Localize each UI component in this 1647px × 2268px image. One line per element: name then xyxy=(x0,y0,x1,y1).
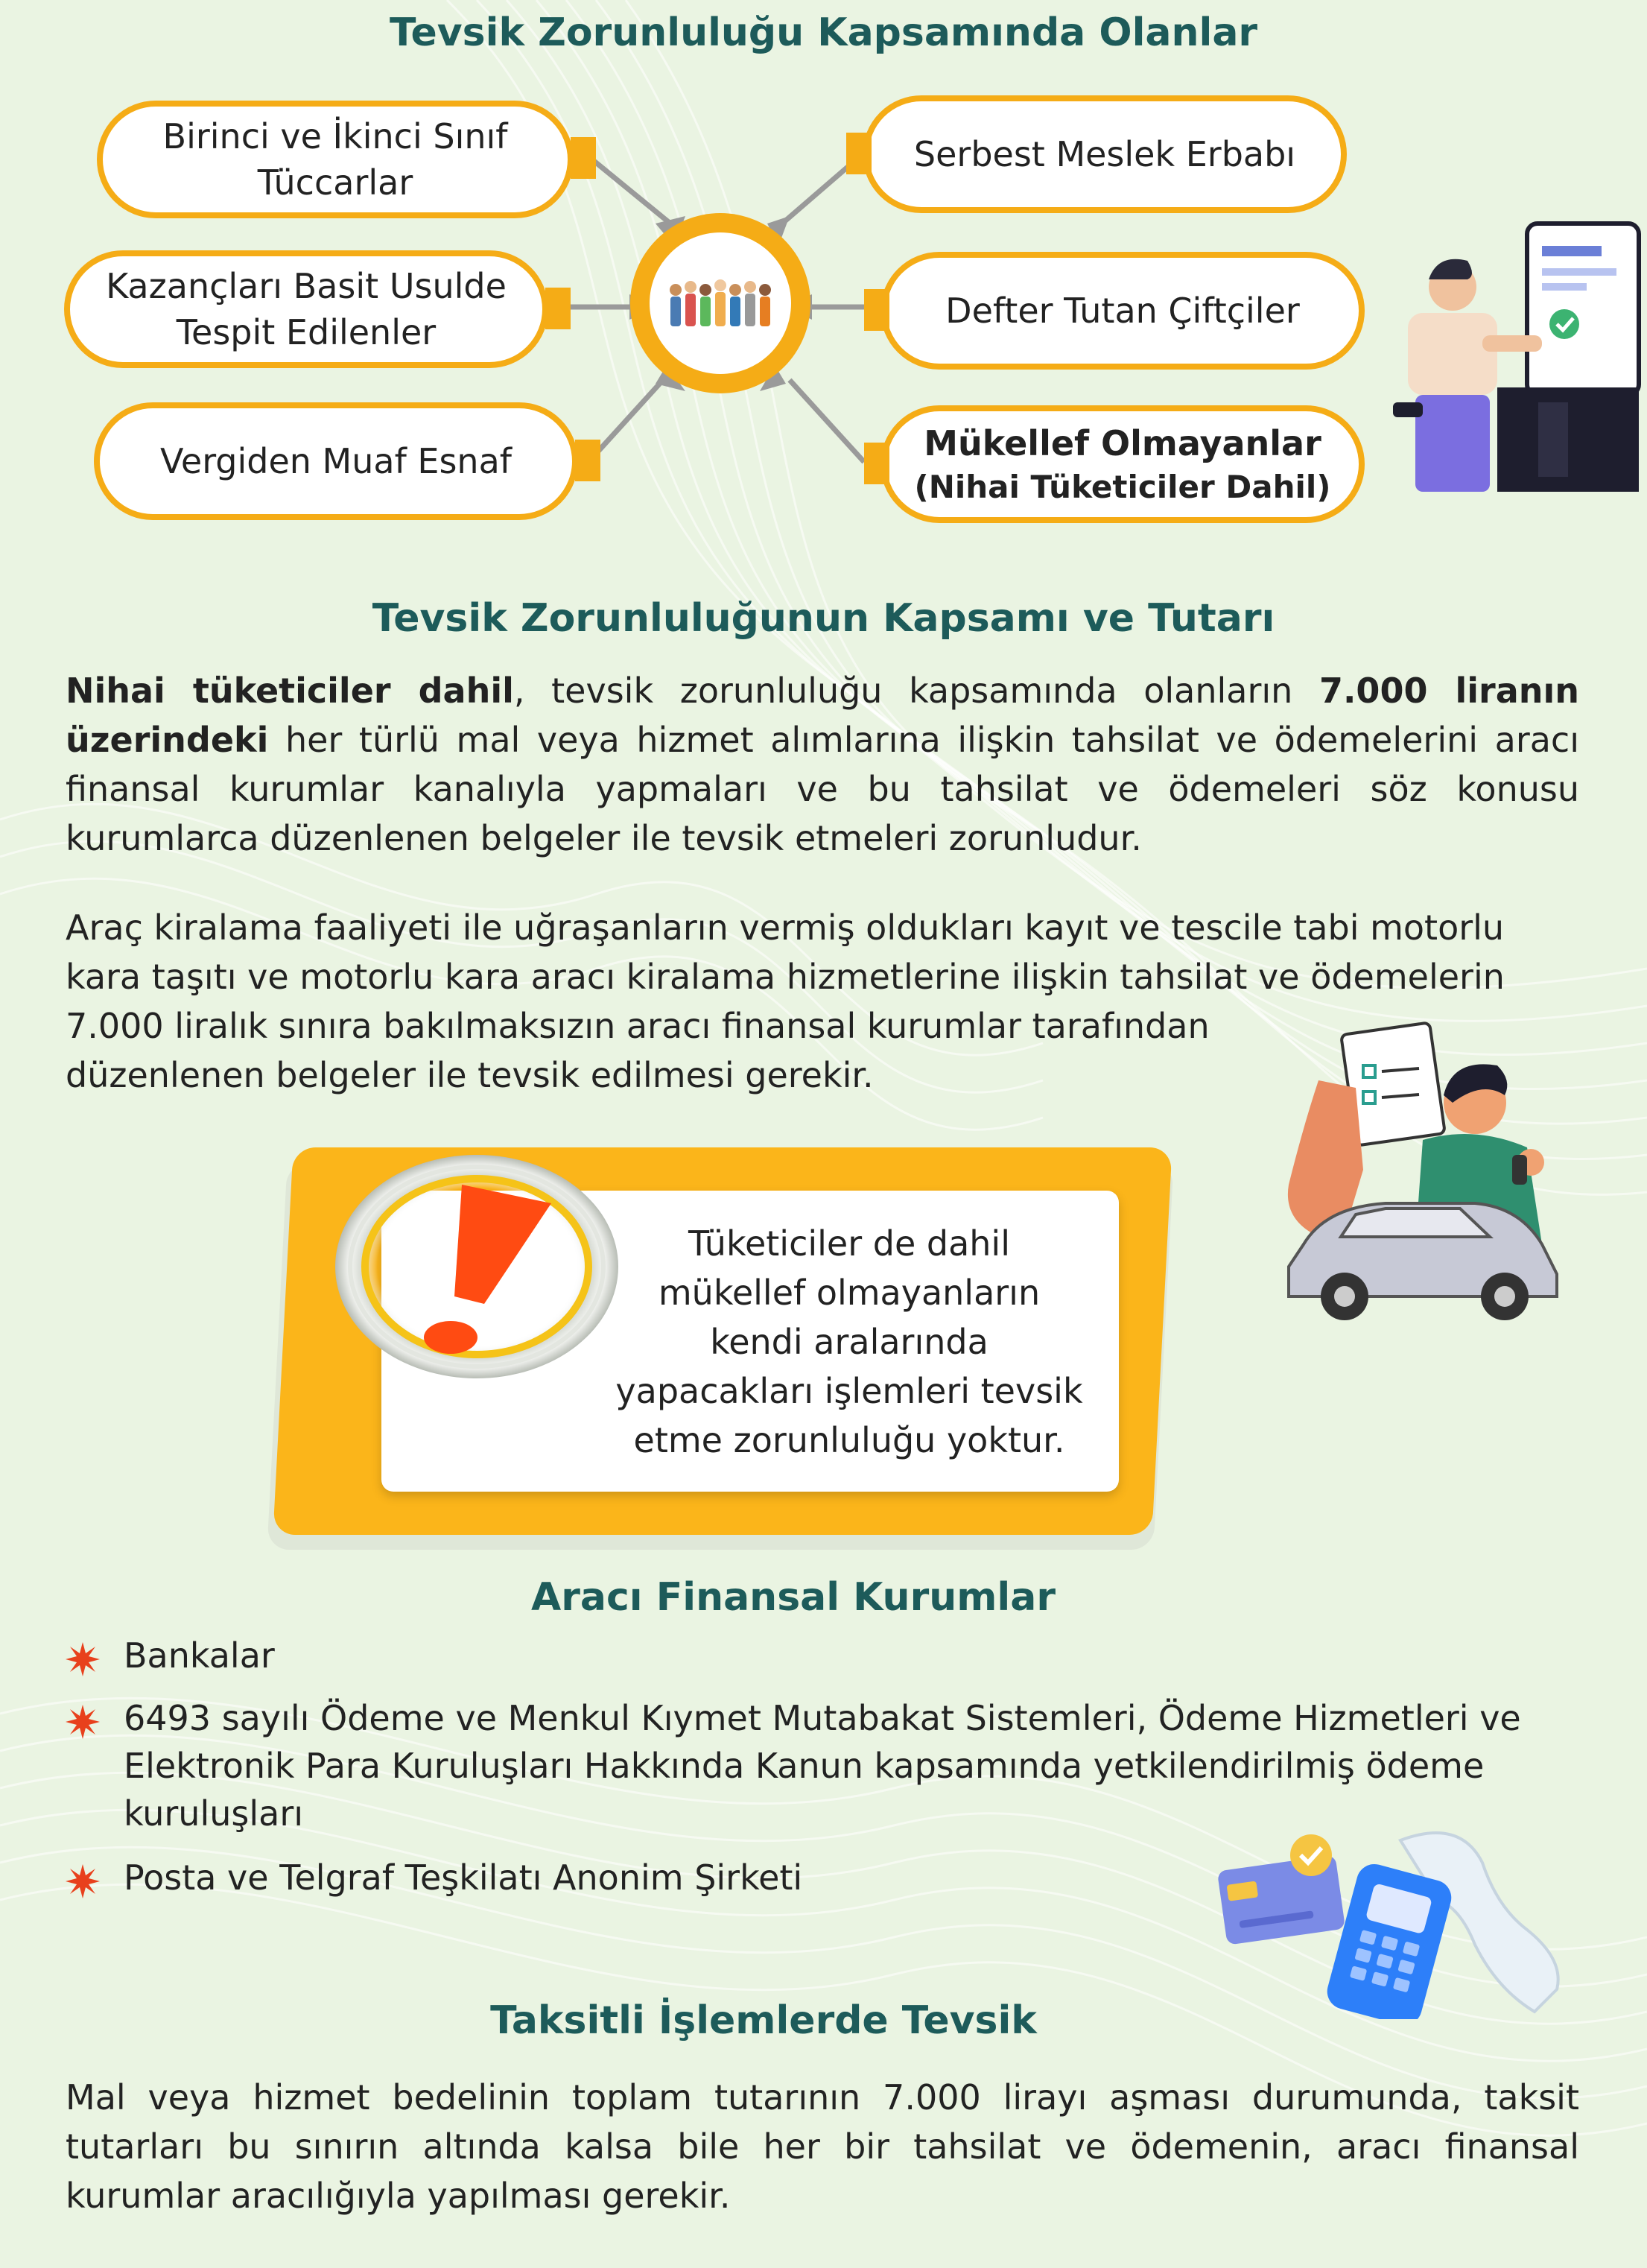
list-item xyxy=(66,1694,1540,1837)
scope-item-line: Defter Tutan Çiftçiler xyxy=(945,290,1300,331)
scope-item-line: Tüccarlar xyxy=(257,162,413,203)
connector-tab xyxy=(575,440,600,481)
list-item-text: Bankalar xyxy=(124,1635,275,1676)
scope-item-mukellef-olmayanlar xyxy=(880,405,1365,523)
paragraph-line: 7.000 liralık sınıra bakılmaksızın aracı finansal kurumlar tarafından xyxy=(66,1006,1210,1046)
connector-tab xyxy=(864,289,889,331)
center-hub xyxy=(630,213,810,393)
paragraph-line: Araç kiralama faaliyeti ile uğraşanların vermiş oldukları kayıt ve tescile tabi motorlu xyxy=(66,907,1505,948)
paragraph-bold-text: Nihai tüketiciler dahil xyxy=(66,671,514,711)
card-payment-terminal-illustration xyxy=(1214,1818,1587,2019)
starburst-icon xyxy=(66,1864,100,1898)
connector-tab xyxy=(571,137,596,179)
paragraph-line: kara taşıtı ve motorlu kara aracı kiralama hizmetlerine ilişkin tahsilat ve ödemelerin xyxy=(66,957,1505,997)
callout-line: Tüketiciler de dahil xyxy=(688,1223,1010,1264)
paragraph-bold-amount: 7.000 liranın üzerindeki xyxy=(66,671,1580,760)
paragraph-text: her türlü mal veya hizmet alımlarına ilişkin tahsilat ve ödemelerini aracı finansal kurumlar kanalıyla yapmaları ve bu tahsilat ve ödemeleri söz konusu kurumlarca düzenlenen belgeler ile tevsik etmeleri zorunludur. xyxy=(66,720,1579,858)
starburst-icon xyxy=(66,1705,100,1739)
people-group-icon xyxy=(664,273,776,333)
connector-tab xyxy=(545,288,571,329)
section-title-araci-kurumlar: Aracı Finansal Kurumlar xyxy=(531,1575,1056,1620)
scope-item-line: Serbest Meslek Erbabı xyxy=(913,133,1296,174)
section-title-taksitli: Taksitli İşlemlerde Tevsik xyxy=(490,1998,1037,2043)
scope-item-line: Birinci ve İkinci Sınıf xyxy=(162,115,508,156)
connector-tab xyxy=(846,133,872,174)
scope-item-line: Mükellef Olmayanlar xyxy=(924,422,1321,463)
scope-item-line: (Nihai Tüketiciler Dahil) xyxy=(914,468,1331,505)
car-rental-illustration xyxy=(1274,1021,1572,1334)
scope-item-line: Kazançları Basit Usulde xyxy=(106,265,507,306)
self-service-kiosk-illustration xyxy=(1393,216,1646,499)
paragraph-line: düzenlenen belgeler ile tevsik edilmesi gerekir. xyxy=(66,1055,874,1095)
scope-item-line: Tespit Edilenler xyxy=(176,312,437,352)
scope-item-serbest-meslek xyxy=(863,95,1347,213)
list-item-text: 6493 sayılı Ödeme ve Menkul Kıymet Mutabakat Sistemleri, Ödeme Hizmetleri ve Elektronik Para Kuruluşları Hakkında Kanun kapsamında yetkilendirilmiş ödeme kuruluşları xyxy=(124,1698,1521,1834)
paragraph-text: , tevsik zorunluluğu kapsamında olanların xyxy=(513,671,1319,711)
scope-item-basit-usul xyxy=(64,250,548,368)
list-item-text: Posta ve Telgraf Teşkilatı Anonim Şirketi xyxy=(124,1857,803,1898)
paragraph-kapsam xyxy=(66,666,1579,863)
callout-text xyxy=(588,1219,1110,1465)
list-item xyxy=(66,1632,1585,1688)
scope-item-muaf-esnaf xyxy=(94,402,578,520)
scope-item-line: Vergiden Muaf Esnaf xyxy=(160,440,512,481)
scope-item-ciftciler xyxy=(880,252,1365,370)
callout-line: mükellef olmayanların xyxy=(658,1273,1041,1313)
callout-line: kendi aralarında xyxy=(710,1322,988,1362)
paragraph-taksitli: Mal veya hizmet bedelinin toplam tutarının 7.000 lirayı aşması durumunda, taksit tutarları bu sınırın altında kalsa bile her bir tahsilat ve ödemenin, aracı finansal kurumlar aracılığıyla yapılması gerekir. xyxy=(66,2077,1579,2216)
starburst-icon xyxy=(66,1642,100,1676)
scope-item-tuccarlar xyxy=(97,101,574,218)
connector-tab xyxy=(864,443,889,484)
callout-line: yapacakları işlemleri tevsik xyxy=(615,1371,1083,1411)
section-title-kapsam: Tevsik Zorunluluğu Kapsamında Olanlar xyxy=(389,10,1258,55)
section-title-kapsam-tutar: Tevsik Zorunluluğunun Kapsamı ve Tutarı xyxy=(372,596,1275,641)
callout-line: etme zorunluluğu yoktur. xyxy=(633,1420,1065,1460)
